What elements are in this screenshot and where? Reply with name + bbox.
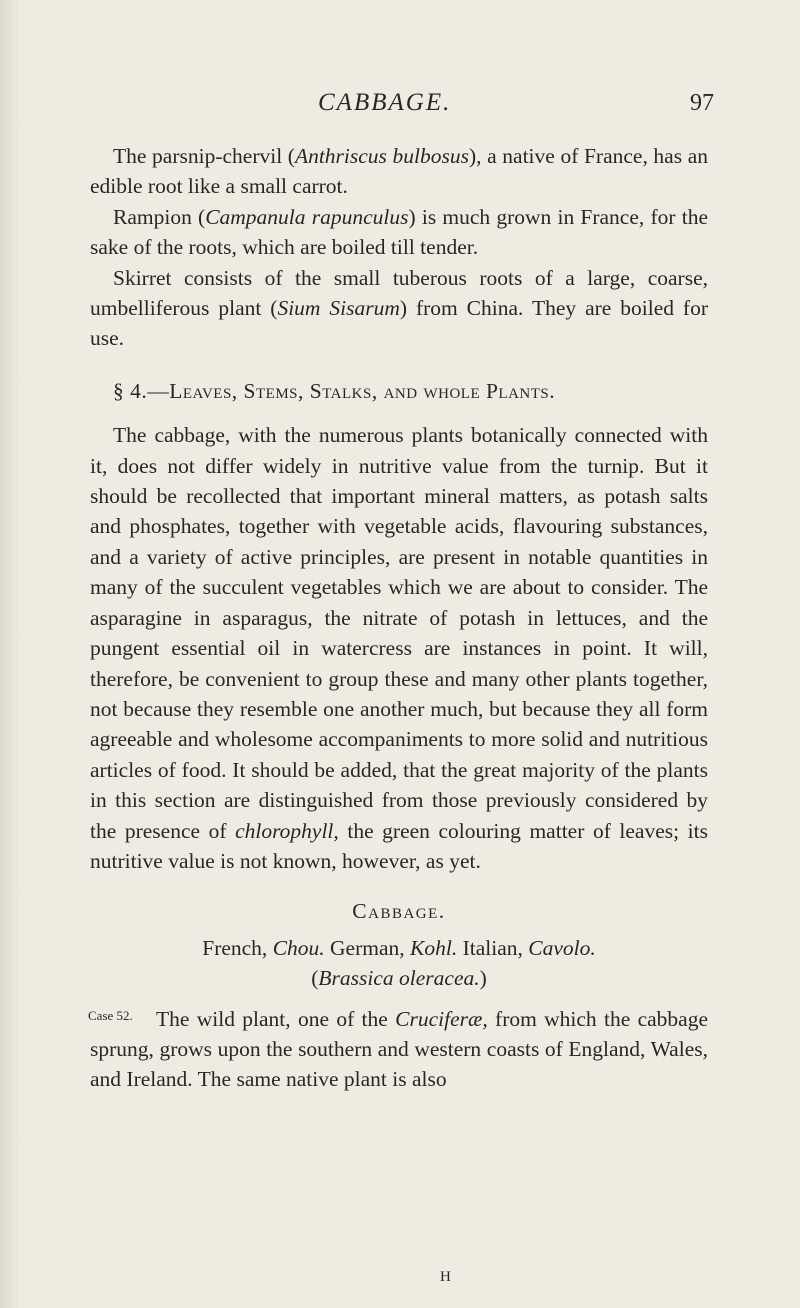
foreign-names-line xyxy=(90,933,708,963)
text-run: from which the cabbage sprung, grows upon the southern and western coasts of England, Wales, and Ireland. The same native plant is also xyxy=(90,1006,709,1092)
latin-name: Anthriscus bulbosus xyxy=(294,144,469,168)
text-run: The parsnip-chervil ( xyxy=(113,144,295,168)
signature-mark: H xyxy=(440,1269,451,1285)
text-run: The cabbage, with the numerous plants botanically connected with it, does not differ widely in nutritive value from the turnip. But it should be recollected that important mineral matters, as potash salts and phosphates, together with vegetable acids, flavouring substances, and a variety of active principles, are present in notable quantities in many of the succulent vegetables which we are about to consider. The asparagine in asparagus, the nitrate of potash in lettuces, and the pungent essential oil in watercress are instances in point. It will, therefore, be convenient to group these and many other plants together, not because they resemble one another much, but because they all form agreeable and wholesome accompaniments to more solid and nutritious articles of food. It should be added, that the great majority of the plants in this section are distinguished from those previously considered by the presence of xyxy=(90,423,708,843)
case-paragraph xyxy=(90,1004,708,1095)
section-heading: § 4.—Leaves, Stems, Stalks, and whole Plants. xyxy=(113,378,556,403)
page-gutter-shadow xyxy=(0,0,22,1308)
text-run: The wild plant, one of the xyxy=(156,1006,396,1031)
page-header xyxy=(0,88,800,122)
text-run: the green colouring matter of leaves; its nutritive value is not known, however, as yet. xyxy=(90,818,708,873)
paragraph-skirret xyxy=(90,263,708,354)
text-run: ) is much grown in France, for the sake of the roots, which are boiled till tender. xyxy=(90,204,708,260)
french-name: Chou. xyxy=(272,935,325,960)
latin-name-line xyxy=(90,963,708,993)
german-name: Kohl. xyxy=(410,935,458,960)
subsection-title: Cabbage. xyxy=(352,899,446,924)
page-number: 97 xyxy=(690,90,714,116)
paragraph-cabbage-intro xyxy=(90,420,708,876)
text-run: ) from China. They are boiled for use. xyxy=(90,296,708,351)
paragraph-rampion xyxy=(90,202,708,263)
latin-name: Campanula rapunculus xyxy=(205,204,409,229)
language-label: German, xyxy=(324,935,411,960)
paren: ( xyxy=(311,966,319,991)
language-label: Italian, xyxy=(457,935,529,960)
paragraph-wild-plant xyxy=(90,1004,708,1095)
page-body xyxy=(90,141,708,1095)
running-head: CABBAGE. xyxy=(318,89,452,116)
text-run: ), a native of France, has an edible root like a small carrot. xyxy=(90,144,708,199)
latin-name: Sium Sisarum xyxy=(277,296,400,321)
italic-term: Cruciferæ, xyxy=(395,1006,488,1031)
italic-term: chlorophyll, xyxy=(235,818,339,843)
latin-name: Brassica oleracea. xyxy=(318,966,480,991)
text-run: Rampion ( xyxy=(113,204,206,229)
language-label: French, xyxy=(202,935,273,960)
italian-name: Cavolo. xyxy=(528,935,596,960)
case-reference: Case 52. xyxy=(88,1007,133,1023)
text-run: Skirret consists of the small tuberous roots of a large, coarse, umbelliferous plant ( xyxy=(90,265,708,321)
paren: ) xyxy=(479,966,487,991)
paragraph-parsnip-chervil xyxy=(90,141,708,202)
